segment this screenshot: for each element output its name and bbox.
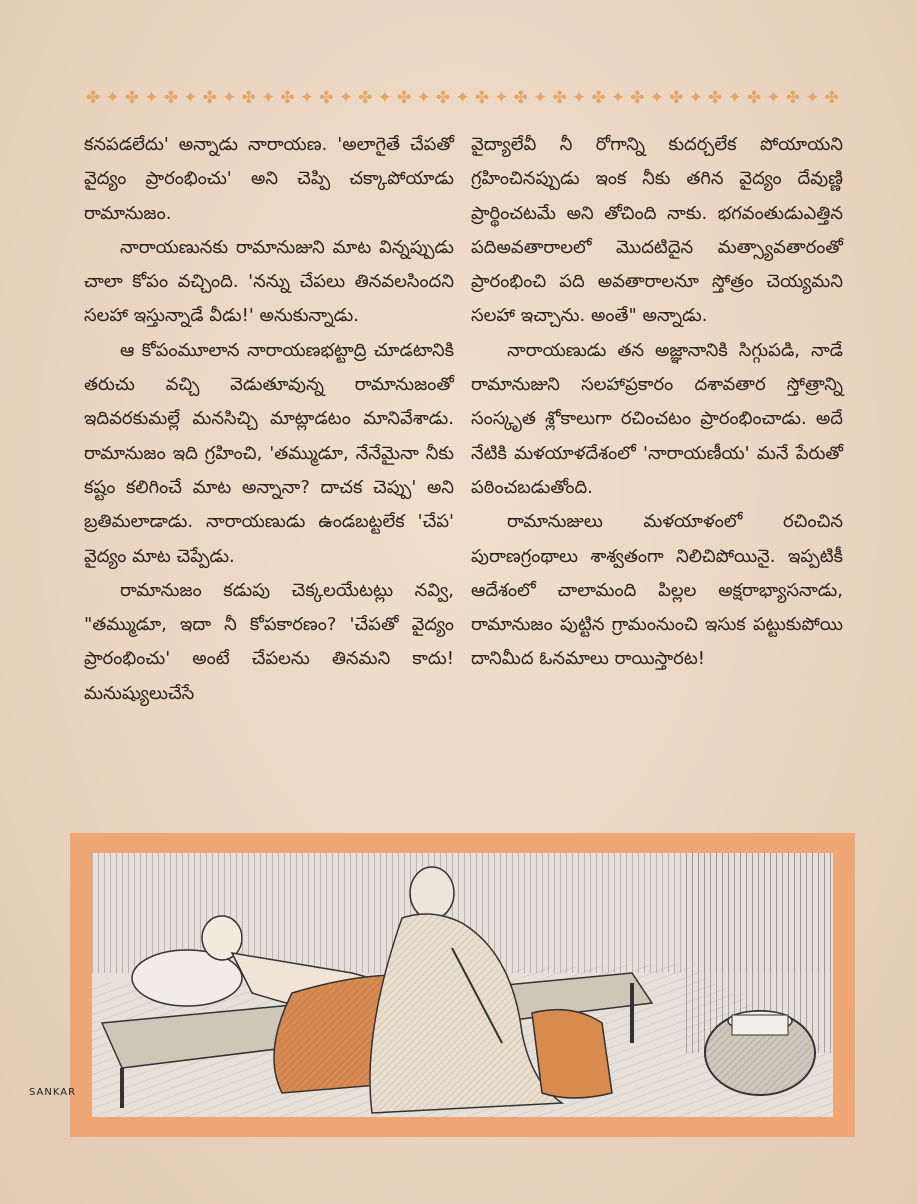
ornament-glyph-icon: ✦ [610, 88, 627, 108]
ornament-glyph-icon: ✤ [397, 88, 413, 108]
ornament-glyph-icon: ✦ [105, 88, 121, 108]
artist-signature: SANKAR [29, 1087, 77, 1098]
ornament-glyph-icon: ✦ [805, 88, 821, 108]
ornament-glyph-icon: ✤ [824, 88, 840, 108]
ornament-glyph-icon: ✤ [435, 88, 452, 108]
ornament-glyph-icon: ✦ [299, 88, 316, 108]
ornament-glyph-icon: ✤ [513, 88, 529, 108]
ornament-glyph-icon: ✦ [338, 88, 354, 108]
ornament-glyph-icon: ✤ [669, 88, 685, 108]
ornament-glyph-icon: ✤ [591, 88, 607, 108]
ornament-glyph-icon: ✦ [494, 88, 510, 108]
ornament-glyph-icon: ✦ [260, 88, 277, 108]
ornament-glyph-icon: ✦ [183, 88, 199, 108]
ornament-glyph-icon: ✦ [222, 88, 238, 108]
illustration-drawing [92, 853, 833, 1117]
ornament-glyph-icon: ✤ [86, 88, 102, 108]
ornament-glyph-icon: ✦ [533, 88, 549, 108]
ornament-glyph-icon: ✤ [163, 88, 179, 108]
ornament-glyph-icon: ✦ [727, 88, 743, 108]
ornament-glyph-icon: ✤ [746, 88, 763, 108]
right-text-column [471, 128, 843, 677]
paragraph: రామానుజం కడుపు చెక్కలయేటట్లు నవ్వి, "తమ్ముడూ, ఇదా నీ కోపకారణం? 'చేపతో వైద్యం ప్రారంభించు' అంటే చేపలను తినమని కాదు! మనుష్యులుచేసే [84, 579, 454, 704]
illustration-sick-man-and-monk [92, 853, 833, 1117]
ornament-glyph-icon: ✤ [785, 88, 801, 108]
ornament-glyph-icon: ✤ [319, 88, 335, 108]
ornament-glyph-icon: ✤ [241, 88, 257, 108]
ornament-glyph-icon: ✤ [280, 88, 296, 108]
paragraph: నారాయణునకు రామానుజుని మాట విన్నప్పుడు చాలా కోపం వచ్చింది. 'నన్ను చేపలు తినవలసిందని సలహా ఇస్తున్నాడే వీడు!' అనుకున్నాడు. [84, 236, 454, 327]
ornament-glyph-icon: ✤ [358, 88, 374, 108]
ornament-glyph-icon: ✤ [708, 88, 724, 108]
illustration-frame [70, 833, 855, 1137]
ornament-glyph-icon: ✤ [630, 88, 646, 108]
ornament-glyph-icon: ✦ [455, 88, 471, 108]
ornament-glyph-icon: ✦ [377, 88, 393, 108]
ornament-glyph-icon: ✤ [474, 88, 490, 108]
ornament-glyph-icon: ✤ [202, 88, 218, 108]
ornament-glyph-icon: ✦ [688, 88, 704, 108]
left-text-column [84, 128, 454, 711]
paragraph: నారాయణుడు తన అజ్ఞానానికి సిగ్గుపడి, నాడే రామానుజుని సలహాప్రకారం దశావతార స్తోత్రాన్ని సంస్కృత శ్లోకాలుగా రచించటం ప్రారంభించాడు. అదే నేటికి మళయాళదేశంలో 'నారాయణీయ' మనే పేరుతో పఠించబడుతోంది. [471, 339, 843, 498]
paragraph: ఆ కోపంమూలాన నారాయణభట్టాద్రి చూడటానికి తరుచు వచ్చి వెడుతూవున్న రామానుజంతో ఇదివరకుమల్లే మనసిచ్చి మాట్లాడటం మానివేశాడు. రామానుజం ఇది గ్రహించి, 'తమ్ముడూ, నేనేమైనా నీకు కష్టం కలిగించే మాట అన్నానా? దాచక చెప్పు' అని బ్రతిమలాడాడు. నారాయణుడు ఉండబట్టలేక 'చేప' వైద్యం మాట చెప్పేడు. [84, 339, 454, 567]
paragraph: కనపడలేదు' అన్నాడు నారాయణ. 'అలాగైతే చేపతో వైద్యం ప్రారంభించు' అని చెప్పి చక్కాపోయాడు రామానుజం. [84, 134, 454, 224]
ornament-glyph-icon: ✤ [552, 88, 568, 108]
paragraph: వైద్యాలేవీ నీ రోగాన్ని కుదర్చలేక పోయాయని గ్రహించినప్పుడు ఇంక నీకు తగిన వైద్యం దేవుణ్ణి ప్రార్థించటమే అని తోచింది నాకు. భగవంతుడుఎత్తిన పదిఅవతారాలలో మొదటిదైన మత్స్యావతారంతో ప్రారంభించి పది అవతారాలనూ స్తోత్రం చెయ్యమని సలహా ఇచ్చాను. అంతే" అన్నాడు. [471, 134, 843, 327]
ornament-glyph-icon: ✦ [649, 88, 665, 108]
decorative-border-ornament [86, 86, 840, 110]
ornament-glyph-icon: ✦ [144, 88, 160, 108]
ornament-glyph-icon: ✦ [416, 88, 432, 108]
ornament-glyph-icon: ✤ [124, 88, 141, 108]
paragraph: రామానుజులు మళయాళంలో రచించిన పురాణగ్రంథాలు శాశ్వతంగా నిలిచిపోయినై. ఇప్పటికీ ఆదేశంలో చాలామంది పిల్లల అక్షరాభ్యాసనాడు, రామానుజం పుట్టిన గ్రామంనుంచి ఇసుక పట్టుకుపోయి దానిమీద ఓనమాలు రాయిస్తారట! [471, 511, 843, 670]
ornament-glyph-icon: ✦ [571, 88, 588, 108]
ornament-glyph-icon: ✦ [766, 88, 782, 108]
